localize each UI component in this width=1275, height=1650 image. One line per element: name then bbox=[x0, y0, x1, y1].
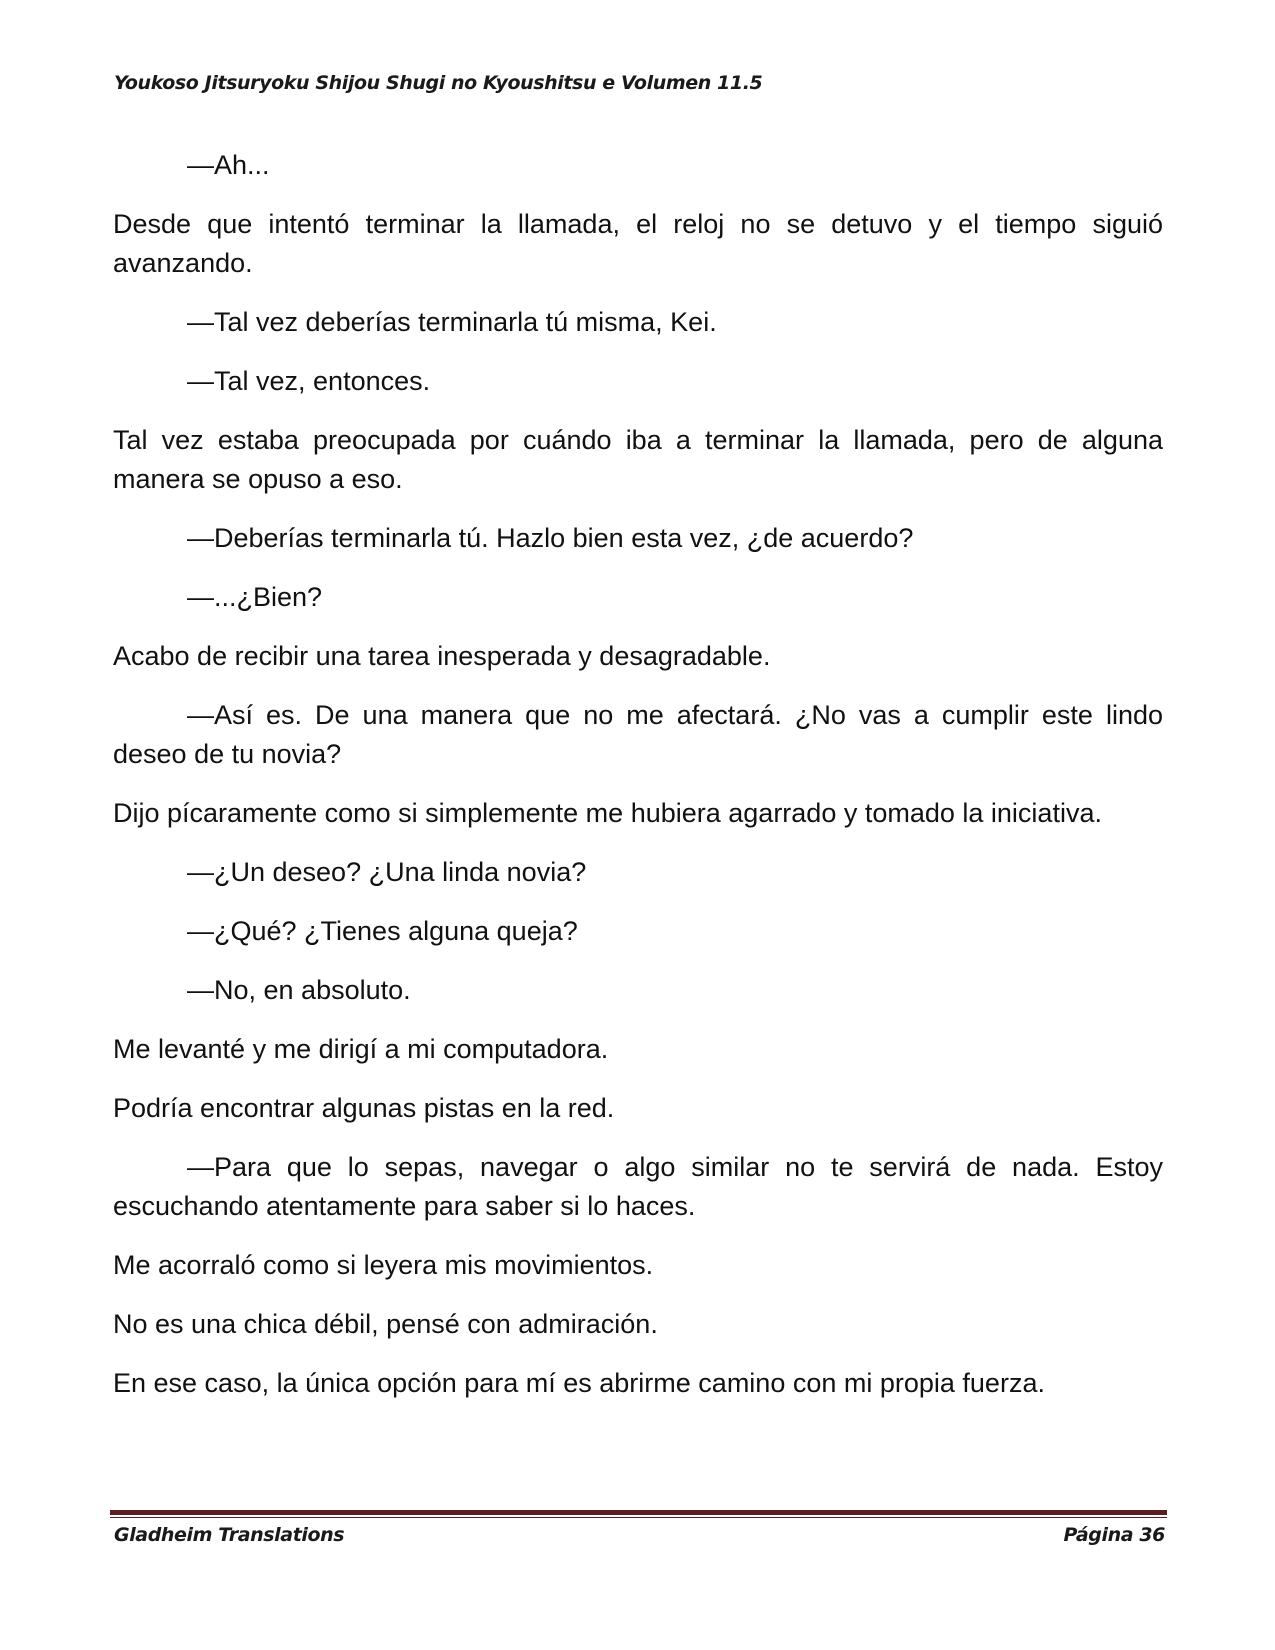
paragraph-narration: En ese caso, la única opción para mí es abrirme camino con mi propia fuerza. bbox=[113, 1368, 1045, 1398]
paragraph-narration: Acabo de recibir una tarea inesperada y desagradable. bbox=[113, 641, 771, 671]
page-number: Página 36 bbox=[1063, 1524, 1165, 1546]
paragraph-dialog: —Tal vez, entonces. bbox=[187, 366, 431, 396]
paragraph-dialog: —...¿Bien? bbox=[187, 582, 323, 612]
paragraph-narration: Dijo pícaramente como si simplemente me hubiera agarrado y tomado la iniciativa. bbox=[113, 798, 1102, 828]
paragraph-narration: Desde que intentó terminar la llamada, el reloj no se detuvo y el tiempo siguió avanzando. bbox=[113, 209, 1163, 278]
page-body bbox=[113, 146, 1163, 1403]
footer-divider-thick bbox=[110, 1510, 1167, 1515]
paragraph-narration: Tal vez estaba preocupada por cuándo iba a terminar la llamada, pero de alguna manera se opuso a eso. bbox=[113, 425, 1163, 494]
paragraph-narration: No es una chica débil, pensé con admiración. bbox=[113, 1309, 658, 1339]
paragraph-dialog: —¿Qué? ¿Tienes alguna queja? bbox=[187, 916, 578, 946]
paragraph-dialog: —No, en absoluto. bbox=[187, 975, 411, 1005]
paragraph-dialog: —Deberías terminarla tú. Hazlo bien esta vez, ¿de acuerdo? bbox=[187, 523, 914, 553]
paragraph-narration: Podría encontrar algunas pistas en la red. bbox=[113, 1093, 615, 1123]
footer-divider bbox=[110, 1510, 1167, 1518]
paragraph-dialog: —Ah... bbox=[187, 150, 270, 180]
paragraph-dialog: —Tal vez deberías terminarla tú misma, Kei. bbox=[187, 307, 717, 337]
paragraph-dialog: —Así es. De una manera que no me afectará. ¿No vas a cumplir este lindo deseo de tu novia? bbox=[113, 700, 1163, 769]
paragraph-narration: Me levanté y me dirigí a mi computadora. bbox=[113, 1034, 609, 1064]
paragraph-narration: Me acorraló como si leyera mis movimientos. bbox=[113, 1250, 654, 1280]
footer-divider-thin bbox=[110, 1517, 1167, 1518]
footer-credit: Gladheim Translations bbox=[114, 1524, 345, 1546]
paragraph-dialog: —Para que lo sepas, navegar o algo similar no te servirá de nada. Estoy escuchando atentamente para saber si lo haces. bbox=[113, 1152, 1163, 1221]
paragraph-dialog: —¿Un deseo? ¿Una linda novia? bbox=[187, 857, 587, 887]
running-header: Youkoso Jitsuryoku Shijou Shugi no Kyoushitsu e Volumen 11.5 bbox=[114, 72, 763, 94]
